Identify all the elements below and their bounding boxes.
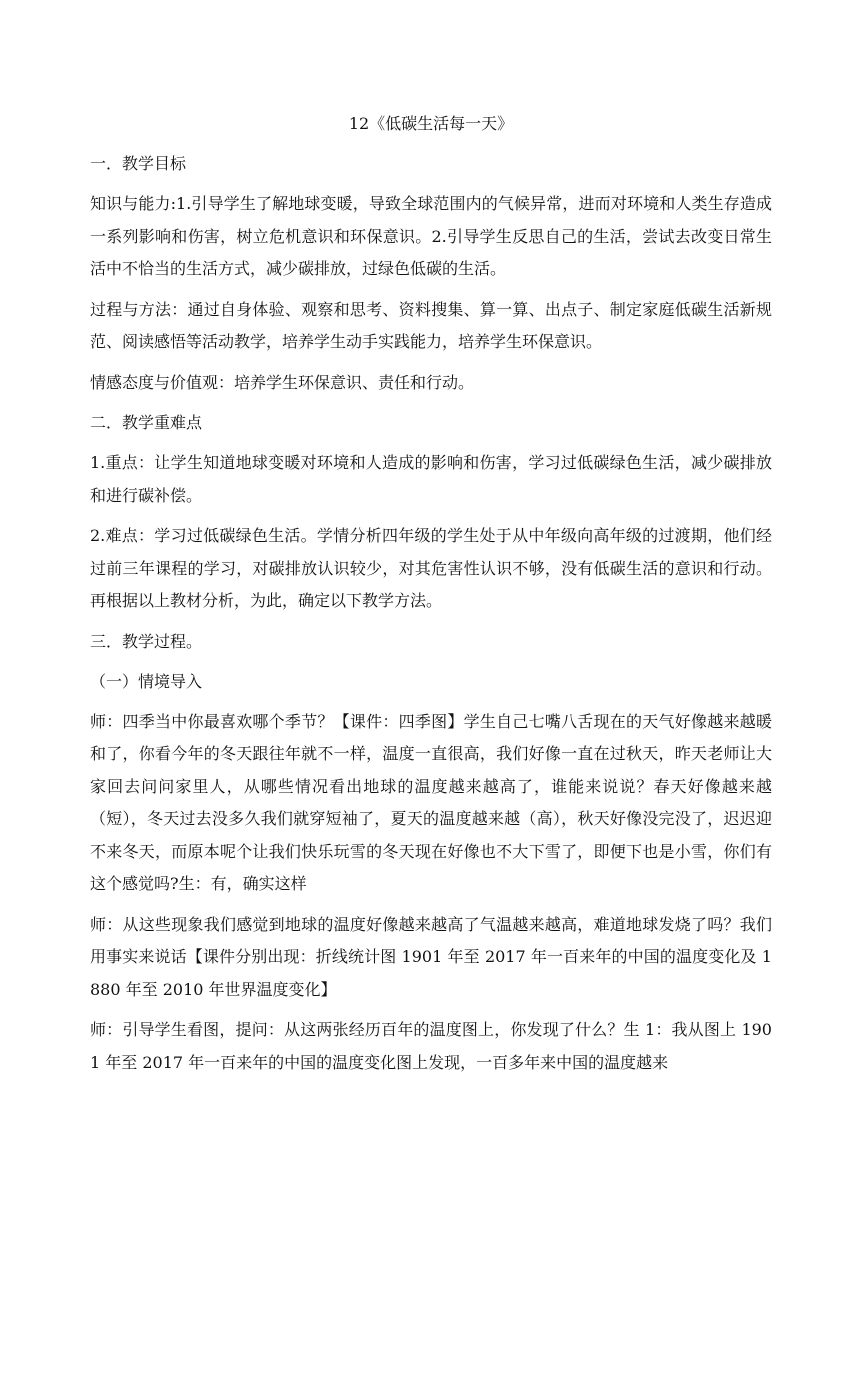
document-title: 12《低碳生活每一天》 bbox=[348, 114, 514, 133]
paragraph-teacher-question-seasons: 师：四季当中你最喜欢哪个季节？【课件：四季图】学生自己七嘴八舌现在的天气好像越来越暖和了，你看今年的冬天跟往年就不一样，温度一直很高，我们好像一直在过秋天，昨天老师让大家回去问问家里人，从哪些情况看出地球的温度越来越高了，谁能来说说？春天好像越来越（短），冬天过去没多久我们就穿短袖了，夏天的温度越来越（高），秋天好像没完没了，迟迟迎不来冬天，而原本呢个让我们快乐玩雪的冬天现在好像也不大下雪了，即便下也是小雪，你们有这个感觉吗?生：有，确实这样 bbox=[90, 711, 772, 893]
paragraph-attitude-values: 情感态度与价值观：培养学生环保意识、责任和行动。 bbox=[90, 372, 475, 392]
paragraph-difficult-point: 2.难点：学习过低碳绿色生活。学情分析四年级的学生处于从中年级向高年级的过渡期，他们经过前三年课程的学习，对碳排放认识较少，对其危害性认识不够，没有低碳生活的意识和行动。再根据以上教材分析，为此，确定以下教学方法。 bbox=[90, 526, 772, 610]
paragraph-teacher-evidence: 师：从这些现象我们感觉到地球的温度好像越来越高了气温越来越高，难道地球发烧了吗？我们用事实来说话【课件分别出现：折线统计图 1901 年至 2017 年一百来年的中国的温度变化及 1880 年至 2010 年世界温度变化】 bbox=[90, 914, 772, 999]
subsection-heading-situation-intro: （一）情境导入 bbox=[90, 671, 203, 691]
paragraph-process-method: 过程与方法：通过自身体验、观察和思考、资料搜集、算一算、出点子、制定家庭低碳生活新规范、阅读感悟等活动教学，培养学生动手实践能力，培养学生环保意识。 bbox=[90, 299, 772, 351]
paragraph-key-point: 1.重点：让学生知道地球变暖对环境和人造成的影响和伤害，学习过低碳绿色生活，减少碳排放和进行碳补偿。 bbox=[90, 453, 772, 505]
paragraph-knowledge-ability: 知识与能力:1.引导学生了解地球变暖，导致全球范围内的气候异常，进而对环境和人类生存造成一系列影响和伤害，树立危机意识和环保意识。2.引导学生反思自己的生活，尝试去改变日常生活中不恰当的生活方式，减少碳排放，过绿色低碳的生活。 bbox=[90, 194, 772, 278]
paragraph-teacher-guide-students: 师：引导学生看图，提问：从这两张经历百年的温度图上，你发现了什么？生 1：我从图上 1901 年至 2017 年一百来年的中国的温度变化图上发现，一百多年来中国的温度越来 bbox=[90, 1020, 772, 1072]
document-page bbox=[90, 108, 772, 1079]
section-heading-teaching-goals: 一．教学目标 bbox=[90, 154, 187, 173]
section-heading-teaching-process: 三．教学过程。 bbox=[90, 631, 203, 651]
section-heading-key-points: 二．教学重难点 bbox=[90, 413, 203, 432]
